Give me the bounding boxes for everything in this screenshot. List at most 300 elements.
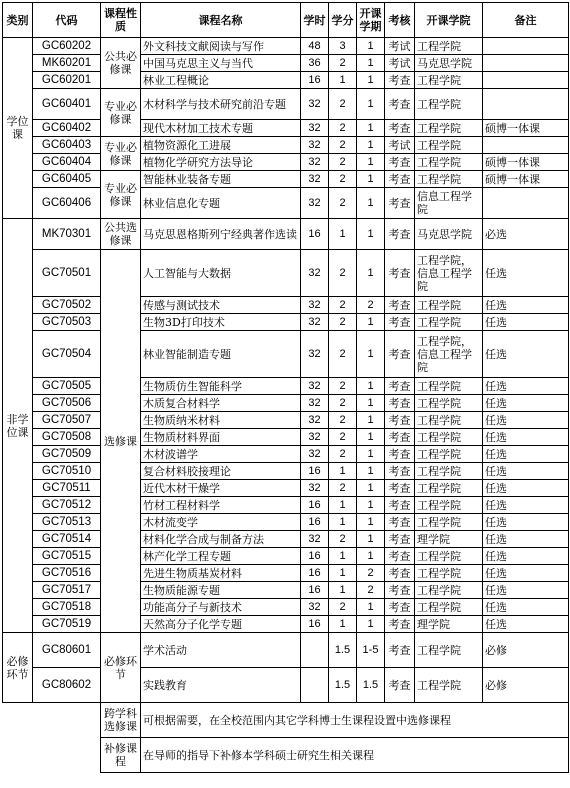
type-cell: 公共选修课 — [101, 219, 141, 250]
course-exam: 考查 — [385, 412, 415, 429]
course-credits: 1 — [329, 497, 357, 514]
course-college: 工程学院 — [415, 463, 483, 480]
course-name: 木材科学与技术研究前沿专题 — [141, 89, 301, 120]
course-note — [483, 137, 569, 154]
course-hours: 32 — [301, 446, 329, 463]
course-credits: 1 — [329, 514, 357, 531]
course-note: 任选 — [483, 463, 569, 480]
course-code: GC70505 — [33, 378, 101, 395]
course-note: 任选 — [483, 599, 569, 616]
course-exam: 考查 — [385, 331, 415, 378]
course-hours: 16 — [301, 514, 329, 531]
course-term: 1 — [357, 429, 385, 446]
course-exam: 考查 — [385, 633, 415, 668]
course-credits: 1 — [329, 463, 357, 480]
course-note: 任选 — [483, 314, 569, 331]
note-row-cross — [3, 703, 569, 738]
header-name: 课程名称 — [141, 3, 301, 38]
course-term: 1 — [357, 219, 385, 250]
course-name: 林产化学工程专题 — [141, 548, 301, 565]
course-term: 1 — [357, 548, 385, 565]
course-college: 工程学院 — [415, 314, 483, 331]
course-credits: 2 — [329, 331, 357, 378]
course-code: GC70501 — [33, 250, 101, 297]
course-code: GC70517 — [33, 582, 101, 599]
course-note: 任选 — [483, 514, 569, 531]
course-name: 植物资源化工进展 — [141, 137, 301, 154]
course-hours: 16 — [301, 582, 329, 599]
table-row — [3, 412, 569, 429]
course-exam: 考查 — [385, 89, 415, 120]
course-credits: 2 — [329, 250, 357, 297]
course-credits: 2 — [329, 154, 357, 171]
course-exam: 考查 — [385, 497, 415, 514]
course-credits: 2 — [329, 531, 357, 548]
course-exam: 考试 — [385, 38, 415, 55]
course-note: 任选 — [483, 582, 569, 599]
course-exam: 考查 — [385, 429, 415, 446]
course-term: 1 — [357, 137, 385, 154]
course-note: 任选 — [483, 331, 569, 378]
course-term: 1 — [357, 616, 385, 633]
course-term: 1.5 — [357, 668, 385, 703]
course-credits: 1 — [329, 548, 357, 565]
course-term: 1 — [357, 331, 385, 378]
course-code: MK70301 — [33, 219, 101, 250]
course-credits: 2 — [329, 378, 357, 395]
course-college: 理学院 — [415, 616, 483, 633]
category-cell: 必修环节 — [3, 633, 33, 703]
category-cell: 学位课 — [3, 38, 33, 219]
course-code: GC70511 — [33, 480, 101, 497]
course-hours: 16 — [301, 565, 329, 582]
course-credits: 2 — [329, 599, 357, 616]
course-hours: 16 — [301, 463, 329, 480]
course-exam: 考查 — [385, 531, 415, 548]
course-college: 工程学院 — [415, 565, 483, 582]
blank-cell — [3, 703, 101, 738]
course-note: 任选 — [483, 429, 569, 446]
course-name: 林业工程概论 — [141, 72, 301, 89]
table-row — [3, 497, 569, 514]
type-cell: 必修环节 — [101, 633, 141, 703]
course-code: GC60403 — [33, 137, 101, 154]
course-code: GC60402 — [33, 120, 101, 137]
course-name: 人工智能与大数据 — [141, 250, 301, 297]
course-term: 1 — [357, 497, 385, 514]
course-name: 学术活动 — [141, 633, 301, 668]
course-college: 马克思学院 — [415, 55, 483, 72]
course-college: 工程学院 — [415, 514, 483, 531]
table-row — [3, 219, 569, 250]
course-note: 任选 — [483, 616, 569, 633]
course-exam: 考查 — [385, 446, 415, 463]
course-hours: 32 — [301, 331, 329, 378]
course-college: 理学院 — [415, 531, 483, 548]
course-name: 中国马克思主义与当代 — [141, 55, 301, 72]
table-row — [3, 188, 569, 219]
header-term: 开课学期 — [357, 3, 385, 38]
table-row — [3, 171, 569, 188]
course-credits: 1.5 — [329, 633, 357, 668]
course-code: GC70507 — [33, 412, 101, 429]
course-name: 实践教育 — [141, 668, 301, 703]
course-code: GC70510 — [33, 463, 101, 480]
course-code: GC70508 — [33, 429, 101, 446]
table-row — [3, 429, 569, 446]
course-name: 生物质材料界面 — [141, 429, 301, 446]
table-row — [3, 531, 569, 548]
table-row — [3, 89, 569, 120]
course-credits: 2 — [329, 480, 357, 497]
course-term: 1 — [357, 395, 385, 412]
course-hours: 32 — [301, 89, 329, 120]
course-exam: 考查 — [385, 565, 415, 582]
course-name: 先进生物质基炭材料 — [141, 565, 301, 582]
course-term: 1 — [357, 171, 385, 188]
course-hours: 32 — [301, 120, 329, 137]
course-exam: 考查 — [385, 463, 415, 480]
course-exam: 考查 — [385, 219, 415, 250]
header-credits: 学分 — [329, 3, 357, 38]
course-name: 材料化学合成与制备方法 — [141, 531, 301, 548]
course-exam: 考查 — [385, 378, 415, 395]
course-college: 工程学院 — [415, 171, 483, 188]
course-code: GC70512 — [33, 497, 101, 514]
course-term: 1 — [357, 38, 385, 55]
table-row — [3, 331, 569, 378]
course-name: 复合材料胶接理论 — [141, 463, 301, 480]
course-note: 硕博一体课 — [483, 120, 569, 137]
course-exam: 考查 — [385, 72, 415, 89]
course-exam: 考查 — [385, 616, 415, 633]
type-cell: 专业必修课 — [101, 89, 141, 137]
header-type: 课程性质 — [101, 3, 141, 38]
course-hours: 32 — [301, 250, 329, 297]
table-row — [3, 480, 569, 497]
course-exam: 考试 — [385, 55, 415, 72]
course-college: 工程学院 — [415, 633, 483, 668]
course-credits: 2 — [329, 120, 357, 137]
table-row — [3, 378, 569, 395]
course-hours: 32 — [301, 378, 329, 395]
course-note: 任选 — [483, 250, 569, 297]
course-exam: 考查 — [385, 250, 415, 297]
course-hours — [301, 633, 329, 668]
course-college: 工程学院 — [415, 497, 483, 514]
course-term: 1 — [357, 514, 385, 531]
table-row — [3, 250, 569, 297]
course-hours: 32 — [301, 137, 329, 154]
course-term: 1 — [357, 250, 385, 297]
course-note: 必修 — [483, 668, 569, 703]
course-term: 2 — [357, 582, 385, 599]
course-college: 工程学院 — [415, 599, 483, 616]
table-row — [3, 120, 569, 137]
course-name: 生物质能源专题 — [141, 582, 301, 599]
course-college: 工程学院 — [415, 297, 483, 314]
type-cell: 选修课 — [101, 250, 141, 633]
course-term: 1 — [357, 378, 385, 395]
course-credits: 2 — [329, 314, 357, 331]
table-row — [3, 314, 569, 331]
supplementary-text: 在导师的指导下补修本学科硕士研究生相关课程 — [141, 738, 569, 773]
course-name: 马克思恩格斯列宁经典著作选读 — [141, 219, 301, 250]
type-cell: 专业必修课 — [101, 137, 141, 171]
header-row — [3, 3, 569, 38]
course-college: 工程学院 — [415, 395, 483, 412]
header-code: 代码 — [33, 3, 101, 38]
course-college: 工程学院 — [415, 72, 483, 89]
course-exam: 考查 — [385, 154, 415, 171]
course-credits: 1 — [329, 582, 357, 599]
course-college: 工程学院 — [415, 378, 483, 395]
course-exam: 考查 — [385, 171, 415, 188]
course-credits: 1 — [329, 72, 357, 89]
course-code: GC80601 — [33, 633, 101, 668]
course-note — [483, 188, 569, 219]
course-college: 马克思学院 — [415, 219, 483, 250]
course-name: 生物质仿生智能科学 — [141, 378, 301, 395]
course-college: 工程学院 — [415, 412, 483, 429]
course-note: 任选 — [483, 497, 569, 514]
course-college: 工程学院 — [415, 446, 483, 463]
course-credits: 1 — [329, 616, 357, 633]
course-term: 1 — [357, 55, 385, 72]
category-cell: 非学位课 — [3, 219, 33, 633]
header-note: 备注 — [483, 3, 569, 38]
table-row — [3, 668, 569, 703]
course-exam: 考查 — [385, 599, 415, 616]
course-name: 木材流变学 — [141, 514, 301, 531]
course-hours: 36 — [301, 55, 329, 72]
course-code: GC60401 — [33, 89, 101, 120]
course-term: 1 — [357, 531, 385, 548]
course-code: GC60202 — [33, 38, 101, 55]
course-college: 工程学院 — [415, 38, 483, 55]
course-exam: 考查 — [385, 548, 415, 565]
cross-discipline-label: 跨学科选修课 — [101, 703, 141, 738]
course-name: 智能林业装备专题 — [141, 171, 301, 188]
course-credits: 2 — [329, 429, 357, 446]
course-term: 1-5 — [357, 633, 385, 668]
course-note: 硕博一体课 — [483, 171, 569, 188]
course-term: 2 — [357, 297, 385, 314]
course-credits: 2 — [329, 55, 357, 72]
course-name: 近代木材干燥学 — [141, 480, 301, 497]
course-code: GC60404 — [33, 154, 101, 171]
table-row — [3, 548, 569, 565]
course-exam: 考查 — [385, 188, 415, 219]
course-college: 工程学院 — [415, 582, 483, 599]
course-term: 1 — [357, 599, 385, 616]
course-name: 林业智能制造专题 — [141, 331, 301, 378]
course-code: GC70509 — [33, 446, 101, 463]
course-hours: 32 — [301, 395, 329, 412]
course-term: 1 — [357, 314, 385, 331]
course-college: 工程学院 — [415, 548, 483, 565]
course-note: 任选 — [483, 378, 569, 395]
course-term: 1 — [357, 188, 385, 219]
course-hours: 32 — [301, 314, 329, 331]
table-row — [3, 55, 569, 72]
course-note: 任选 — [483, 480, 569, 497]
course-hours: 32 — [301, 599, 329, 616]
course-hours — [301, 668, 329, 703]
course-name: 竹材工程材料学 — [141, 497, 301, 514]
course-note: 任选 — [483, 531, 569, 548]
course-college: 工程学院 — [415, 120, 483, 137]
course-hours: 32 — [301, 531, 329, 548]
table-row — [3, 565, 569, 582]
course-name: 现代木材加工技术专题 — [141, 120, 301, 137]
course-college: 工程学院，信息工程学院 — [415, 250, 483, 297]
course-term: 1 — [357, 412, 385, 429]
course-code: GC60201 — [33, 72, 101, 89]
course-exam: 考查 — [385, 582, 415, 599]
course-code: GC70514 — [33, 531, 101, 548]
course-college: 工程学院 — [415, 137, 483, 154]
course-credits: 2 — [329, 188, 357, 219]
table-row — [3, 395, 569, 412]
course-hours: 16 — [301, 72, 329, 89]
course-note: 必选 — [483, 219, 569, 250]
note-row-supplement — [3, 738, 569, 773]
course-code: GC70504 — [33, 331, 101, 378]
table-row — [3, 72, 569, 89]
table-row — [3, 599, 569, 616]
type-cell: 公共必修课 — [101, 38, 141, 89]
course-hours: 16 — [301, 616, 329, 633]
course-note: 任选 — [483, 565, 569, 582]
course-note: 必修 — [483, 633, 569, 668]
course-code: GC60406 — [33, 188, 101, 219]
course-credits: 2 — [329, 395, 357, 412]
course-hours: 32 — [301, 297, 329, 314]
table-row — [3, 446, 569, 463]
course-term: 1 — [357, 446, 385, 463]
course-credits: 2 — [329, 297, 357, 314]
course-exam: 考查 — [385, 297, 415, 314]
cross-discipline-text: 可根据需要，在全校范围内其它学科博士生课程设置中选修课程 — [141, 703, 569, 738]
table-row — [3, 137, 569, 154]
table-row — [3, 633, 569, 668]
table-row — [3, 514, 569, 531]
course-code: GC70516 — [33, 565, 101, 582]
header-category: 类别 — [3, 3, 33, 38]
blank-cell — [3, 738, 101, 773]
table-row — [3, 297, 569, 314]
course-exam: 考试 — [385, 137, 415, 154]
course-college: 工程学院 — [415, 89, 483, 120]
course-exam: 考查 — [385, 514, 415, 531]
table-row — [3, 38, 569, 55]
course-note — [483, 55, 569, 72]
course-credits: 2 — [329, 446, 357, 463]
course-hours: 32 — [301, 171, 329, 188]
header-exam: 考核 — [385, 3, 415, 38]
course-college: 工程学院 — [415, 480, 483, 497]
course-code: GC60405 — [33, 171, 101, 188]
course-hours: 16 — [301, 548, 329, 565]
course-credits: 2 — [329, 412, 357, 429]
course-exam: 考查 — [385, 668, 415, 703]
course-name: 木质复合材料学 — [141, 395, 301, 412]
course-college: 工程学院 — [415, 429, 483, 446]
header-hours: 学时 — [301, 3, 329, 38]
supplementary-label: 补修课程 — [101, 738, 141, 773]
course-term: 2 — [357, 565, 385, 582]
course-credits: 3 — [329, 38, 357, 55]
course-credits: 1.5 — [329, 668, 357, 703]
course-name: 林业信息化专题 — [141, 188, 301, 219]
course-name: 外文科技文献阅读与写作 — [141, 38, 301, 55]
table-row — [3, 616, 569, 633]
course-hours: 32 — [301, 188, 329, 219]
course-term: 1 — [357, 480, 385, 497]
course-note — [483, 72, 569, 89]
course-term: 1 — [357, 120, 385, 137]
course-exam: 考查 — [385, 314, 415, 331]
course-credits: 2 — [329, 89, 357, 120]
course-name: 功能高分子与新技术 — [141, 599, 301, 616]
course-hours: 32 — [301, 429, 329, 446]
course-name: 木材波谱学 — [141, 446, 301, 463]
course-hours: 32 — [301, 154, 329, 171]
course-name: 天然高分子化学专题 — [141, 616, 301, 633]
course-code: GC70502 — [33, 297, 101, 314]
course-hours: 48 — [301, 38, 329, 55]
course-note: 任选 — [483, 446, 569, 463]
course-credits: 1 — [329, 219, 357, 250]
course-term: 1 — [357, 463, 385, 480]
header-college: 开课学院 — [415, 3, 483, 38]
course-code: GC80602 — [33, 668, 101, 703]
course-exam: 考查 — [385, 120, 415, 137]
course-note — [483, 89, 569, 120]
table-row — [3, 463, 569, 480]
course-college: 工程学院，信息工程学院 — [415, 331, 483, 378]
course-note: 任选 — [483, 412, 569, 429]
course-exam: 考查 — [385, 480, 415, 497]
course-credits: 2 — [329, 137, 357, 154]
course-term: 1 — [357, 154, 385, 171]
course-note: 硕博一体课 — [483, 154, 569, 171]
course-exam: 考查 — [385, 395, 415, 412]
course-code: GC70513 — [33, 514, 101, 531]
course-hours: 32 — [301, 480, 329, 497]
course-name: 植物化学研究方法导论 — [141, 154, 301, 171]
course-name: 传感与测试技术 — [141, 297, 301, 314]
table-row — [3, 582, 569, 599]
course-code: GC70506 — [33, 395, 101, 412]
course-table — [2, 2, 569, 773]
course-college: 工程学院 — [415, 154, 483, 171]
course-code: MK60201 — [33, 55, 101, 72]
course-note: 任选 — [483, 395, 569, 412]
course-code: GC70519 — [33, 616, 101, 633]
course-term: 1 — [357, 89, 385, 120]
type-cell: 专业必修课 — [101, 171, 141, 219]
course-hours: 16 — [301, 219, 329, 250]
course-hours: 32 — [301, 412, 329, 429]
course-name: 生物质纳米材料 — [141, 412, 301, 429]
course-college: 信息工程学院 — [415, 188, 483, 219]
course-note: 任选 — [483, 548, 569, 565]
course-college: 工程学院 — [415, 668, 483, 703]
course-term: 1 — [357, 72, 385, 89]
course-note — [483, 38, 569, 55]
